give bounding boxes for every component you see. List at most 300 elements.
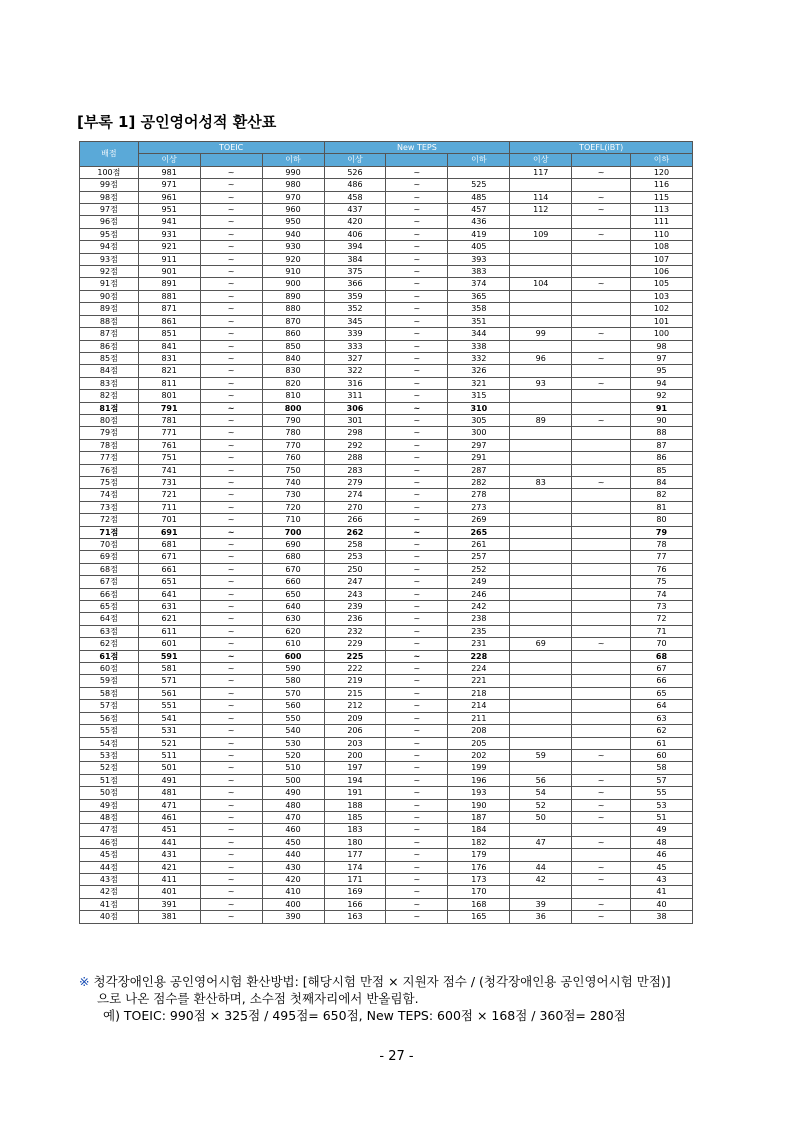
table-row bbox=[80, 886, 693, 898]
range-separator: ~ bbox=[200, 762, 262, 774]
range-separator: ~ bbox=[200, 365, 262, 377]
table-row bbox=[80, 725, 693, 737]
cell-f2: 107 bbox=[630, 253, 692, 265]
cell-f1: 89 bbox=[510, 414, 572, 426]
cell-t1: 741 bbox=[138, 464, 200, 476]
cell-n1: 232 bbox=[324, 625, 386, 637]
cell-t1: 821 bbox=[138, 365, 200, 377]
table-row bbox=[80, 563, 693, 575]
cell-f2: 38 bbox=[630, 911, 692, 923]
cell-f1 bbox=[510, 762, 572, 774]
range-separator: ~ bbox=[200, 427, 262, 439]
table-row bbox=[80, 191, 693, 203]
range-separator: ~ bbox=[386, 613, 448, 625]
cell-n1: 194 bbox=[324, 774, 386, 786]
cell-score: 71점 bbox=[80, 526, 139, 538]
cell-f1 bbox=[510, 824, 572, 836]
cell-f1 bbox=[510, 601, 572, 613]
cell-score: 91점 bbox=[80, 278, 139, 290]
cell-t1: 691 bbox=[138, 526, 200, 538]
range-separator: ~ bbox=[200, 253, 262, 265]
range-separator: ~ bbox=[572, 166, 631, 178]
cell-score: 62점 bbox=[80, 638, 139, 650]
cell-score: 82점 bbox=[80, 390, 139, 402]
cell-f1 bbox=[510, 464, 572, 476]
cell-score: 77점 bbox=[80, 452, 139, 464]
cell-n2: 205 bbox=[448, 737, 510, 749]
range-separator: ~ bbox=[386, 588, 448, 600]
cell-n2: 184 bbox=[448, 824, 510, 836]
table-row bbox=[80, 911, 693, 923]
cell-f2: 58 bbox=[630, 762, 692, 774]
table-row bbox=[80, 687, 693, 699]
table-row bbox=[80, 390, 693, 402]
cell-f2: 68 bbox=[630, 650, 692, 662]
table-row bbox=[80, 204, 693, 216]
cell-f2: 70 bbox=[630, 638, 692, 650]
table-row bbox=[80, 700, 693, 712]
range-separator: ~ bbox=[386, 253, 448, 265]
range-separator: ~ bbox=[572, 228, 631, 240]
range-separator: ~ bbox=[200, 886, 262, 898]
range-separator: ~ bbox=[200, 241, 262, 253]
range-separator: ~ bbox=[386, 390, 448, 402]
range-separator bbox=[572, 216, 631, 228]
range-separator: ~ bbox=[572, 787, 631, 799]
cell-score: 68점 bbox=[80, 563, 139, 575]
cell-f2: 57 bbox=[630, 774, 692, 786]
cell-score: 86점 bbox=[80, 340, 139, 352]
cell-score: 95점 bbox=[80, 228, 139, 240]
table-row bbox=[80, 526, 693, 538]
range-separator: ~ bbox=[386, 811, 448, 823]
range-separator: ~ bbox=[200, 402, 262, 414]
range-separator: ~ bbox=[386, 278, 448, 290]
cell-f1: 56 bbox=[510, 774, 572, 786]
cell-n2: 485 bbox=[448, 191, 510, 203]
range-separator: ~ bbox=[572, 811, 631, 823]
table-row bbox=[80, 811, 693, 823]
cell-score: 40점 bbox=[80, 911, 139, 923]
range-separator bbox=[572, 625, 631, 637]
cell-n2: 326 bbox=[448, 365, 510, 377]
table-row bbox=[80, 501, 693, 513]
cell-n2: 202 bbox=[448, 749, 510, 761]
cell-t2: 620 bbox=[262, 625, 324, 637]
range-separator: ~ bbox=[572, 861, 631, 873]
cell-f1: 52 bbox=[510, 799, 572, 811]
cell-n2: 238 bbox=[448, 613, 510, 625]
range-separator: ~ bbox=[200, 228, 262, 240]
cell-n1: 306 bbox=[324, 402, 386, 414]
cell-t2: 720 bbox=[262, 501, 324, 513]
cell-f2: 48 bbox=[630, 836, 692, 848]
range-separator: ~ bbox=[200, 501, 262, 513]
cell-n2: 358 bbox=[448, 303, 510, 315]
cell-t2: 600 bbox=[262, 650, 324, 662]
cell-f2: 64 bbox=[630, 700, 692, 712]
range-separator: ~ bbox=[386, 601, 448, 613]
cell-f1: 112 bbox=[510, 204, 572, 216]
table-row bbox=[80, 315, 693, 327]
cell-n1: 345 bbox=[324, 315, 386, 327]
cell-n2: 187 bbox=[448, 811, 510, 823]
cell-n1: 219 bbox=[324, 675, 386, 687]
table-row bbox=[80, 352, 693, 364]
range-separator: ~ bbox=[386, 576, 448, 588]
cell-f2: 66 bbox=[630, 675, 692, 687]
cell-n1: 243 bbox=[324, 588, 386, 600]
cell-n1: 250 bbox=[324, 563, 386, 575]
cell-n2: 231 bbox=[448, 638, 510, 650]
cell-f1 bbox=[510, 576, 572, 588]
cell-n1: 222 bbox=[324, 663, 386, 675]
range-separator: ~ bbox=[386, 824, 448, 836]
cell-n1: 258 bbox=[324, 539, 386, 551]
cell-t2: 470 bbox=[262, 811, 324, 823]
cell-t1: 501 bbox=[138, 762, 200, 774]
cell-t2: 570 bbox=[262, 687, 324, 699]
cell-t1: 611 bbox=[138, 625, 200, 637]
cell-t2: 950 bbox=[262, 216, 324, 228]
cell-t2: 890 bbox=[262, 290, 324, 302]
cell-t1: 951 bbox=[138, 204, 200, 216]
cell-n2: 257 bbox=[448, 551, 510, 563]
cell-t2: 540 bbox=[262, 725, 324, 737]
cell-f1: 36 bbox=[510, 911, 572, 923]
cell-n2: 282 bbox=[448, 476, 510, 488]
cell-t1: 681 bbox=[138, 539, 200, 551]
range-separator: ~ bbox=[386, 787, 448, 799]
cell-t1: 551 bbox=[138, 700, 200, 712]
cell-f2: 41 bbox=[630, 886, 692, 898]
table-row bbox=[80, 290, 693, 302]
table-row bbox=[80, 873, 693, 885]
range-separator: ~ bbox=[386, 886, 448, 898]
range-separator: ~ bbox=[386, 352, 448, 364]
cell-t2: 960 bbox=[262, 204, 324, 216]
cell-t1: 461 bbox=[138, 811, 200, 823]
cell-t2: 760 bbox=[262, 452, 324, 464]
cell-n2: 199 bbox=[448, 762, 510, 774]
range-separator: ~ bbox=[386, 539, 448, 551]
cell-t2: 400 bbox=[262, 898, 324, 910]
cell-t2: 430 bbox=[262, 861, 324, 873]
range-separator: ~ bbox=[572, 328, 631, 340]
range-separator bbox=[572, 427, 631, 439]
range-separator: ~ bbox=[200, 576, 262, 588]
table-row bbox=[80, 439, 693, 451]
cell-n1: 253 bbox=[324, 551, 386, 563]
range-separator: ~ bbox=[200, 191, 262, 203]
table-row bbox=[80, 303, 693, 315]
cell-n1: 171 bbox=[324, 873, 386, 885]
cell-f1: 117 bbox=[510, 166, 572, 178]
cell-f2: 45 bbox=[630, 861, 692, 873]
cell-n2 bbox=[448, 166, 510, 178]
cell-n2: 190 bbox=[448, 799, 510, 811]
cell-n2: 196 bbox=[448, 774, 510, 786]
cell-t2: 730 bbox=[262, 489, 324, 501]
range-separator bbox=[572, 390, 631, 402]
range-separator: ~ bbox=[200, 898, 262, 910]
cell-f2: 72 bbox=[630, 613, 692, 625]
cell-f2: 40 bbox=[630, 898, 692, 910]
cell-score: 100점 bbox=[80, 166, 139, 178]
range-separator bbox=[572, 253, 631, 265]
cell-t2: 690 bbox=[262, 539, 324, 551]
cell-f1 bbox=[510, 340, 572, 352]
cell-n1: 486 bbox=[324, 179, 386, 191]
cell-t1: 411 bbox=[138, 873, 200, 885]
table-row bbox=[80, 278, 693, 290]
cell-n2: 208 bbox=[448, 725, 510, 737]
cell-t1: 791 bbox=[138, 402, 200, 414]
cell-n1: 288 bbox=[324, 452, 386, 464]
table-row bbox=[80, 402, 693, 414]
table-row bbox=[80, 576, 693, 588]
cell-score: 85점 bbox=[80, 352, 139, 364]
range-separator: ~ bbox=[386, 228, 448, 240]
cell-n2: 291 bbox=[448, 452, 510, 464]
range-separator bbox=[572, 601, 631, 613]
cell-n2: 344 bbox=[448, 328, 510, 340]
cell-n1: 339 bbox=[324, 328, 386, 340]
cell-t1: 981 bbox=[138, 166, 200, 178]
cell-score: 52점 bbox=[80, 762, 139, 774]
cell-t1: 901 bbox=[138, 266, 200, 278]
cell-n2: 351 bbox=[448, 315, 510, 327]
range-separator: ~ bbox=[386, 762, 448, 774]
cell-n2: 179 bbox=[448, 849, 510, 861]
range-separator bbox=[572, 179, 631, 191]
range-separator: ~ bbox=[386, 377, 448, 389]
cell-t2: 700 bbox=[262, 526, 324, 538]
range-separator: ~ bbox=[200, 414, 262, 426]
cell-score: 65점 bbox=[80, 601, 139, 613]
cell-t2: 830 bbox=[262, 365, 324, 377]
range-separator: ~ bbox=[200, 749, 262, 761]
range-separator bbox=[572, 613, 631, 625]
range-separator: ~ bbox=[386, 216, 448, 228]
range-separator: ~ bbox=[572, 749, 631, 761]
range-separator: ~ bbox=[386, 526, 448, 538]
cell-n1: 206 bbox=[324, 725, 386, 737]
range-separator: ~ bbox=[200, 873, 262, 885]
range-separator: ~ bbox=[386, 898, 448, 910]
table-row bbox=[80, 216, 693, 228]
range-separator: ~ bbox=[572, 911, 631, 923]
range-separator: ~ bbox=[386, 873, 448, 885]
teps-min-header: 이상 bbox=[324, 154, 386, 166]
cell-f1 bbox=[510, 266, 572, 278]
range-separator bbox=[572, 315, 631, 327]
cell-f2: 115 bbox=[630, 191, 692, 203]
range-separator: ~ bbox=[386, 551, 448, 563]
cell-t1: 841 bbox=[138, 340, 200, 352]
cell-f1: 109 bbox=[510, 228, 572, 240]
cell-t1: 941 bbox=[138, 216, 200, 228]
range-separator: ~ bbox=[386, 663, 448, 675]
cell-n2: 261 bbox=[448, 539, 510, 551]
range-separator: ~ bbox=[386, 625, 448, 637]
range-separator: ~ bbox=[572, 873, 631, 885]
cell-n2: 168 bbox=[448, 898, 510, 910]
cell-t2: 850 bbox=[262, 340, 324, 352]
range-separator: ~ bbox=[572, 774, 631, 786]
note-example: 예) TOEIC: 990점 × 325점 / 495점= 650점, New TEPS: 600점 × 168점 / 360점= 280점 bbox=[103, 1008, 626, 1023]
range-separator: ~ bbox=[572, 377, 631, 389]
table-row bbox=[80, 799, 693, 811]
range-separator: ~ bbox=[200, 526, 262, 538]
range-separator bbox=[572, 501, 631, 513]
teps-max-header: 이하 bbox=[448, 154, 510, 166]
range-separator: ~ bbox=[386, 303, 448, 315]
cell-t2: 520 bbox=[262, 749, 324, 761]
notes bbox=[79, 973, 739, 1024]
table-row bbox=[80, 625, 693, 637]
cell-n2: 315 bbox=[448, 390, 510, 402]
cell-f1 bbox=[510, 725, 572, 737]
cell-f1 bbox=[510, 179, 572, 191]
table-row bbox=[80, 266, 693, 278]
cell-t1: 451 bbox=[138, 824, 200, 836]
cell-t1: 651 bbox=[138, 576, 200, 588]
range-separator: ~ bbox=[200, 551, 262, 563]
cell-t2: 450 bbox=[262, 836, 324, 848]
range-separator: ~ bbox=[200, 489, 262, 501]
cell-f1 bbox=[510, 675, 572, 687]
cell-n1: 212 bbox=[324, 700, 386, 712]
cell-t1: 471 bbox=[138, 799, 200, 811]
cell-n1: 174 bbox=[324, 861, 386, 873]
range-separator bbox=[572, 365, 631, 377]
cell-t1: 401 bbox=[138, 886, 200, 898]
cell-t2: 740 bbox=[262, 476, 324, 488]
cell-t2: 500 bbox=[262, 774, 324, 786]
cell-n2: 393 bbox=[448, 253, 510, 265]
teps-sep-header bbox=[386, 154, 448, 166]
range-separator bbox=[572, 700, 631, 712]
score-conversion-table bbox=[79, 141, 693, 924]
range-separator: ~ bbox=[386, 315, 448, 327]
cell-t2: 660 bbox=[262, 576, 324, 588]
cell-score: 81점 bbox=[80, 402, 139, 414]
range-separator: ~ bbox=[386, 365, 448, 377]
cell-t1: 631 bbox=[138, 601, 200, 613]
cell-n1: 225 bbox=[324, 650, 386, 662]
cell-f1 bbox=[510, 303, 572, 315]
cell-t2: 750 bbox=[262, 464, 324, 476]
cell-t2: 610 bbox=[262, 638, 324, 650]
range-separator: ~ bbox=[200, 476, 262, 488]
cell-n2: 321 bbox=[448, 377, 510, 389]
range-separator: ~ bbox=[386, 650, 448, 662]
cell-score: 98점 bbox=[80, 191, 139, 203]
cell-n2: 405 bbox=[448, 241, 510, 253]
range-separator: ~ bbox=[572, 476, 631, 488]
range-separator bbox=[572, 675, 631, 687]
cell-f2: 61 bbox=[630, 737, 692, 749]
range-separator bbox=[572, 576, 631, 588]
range-separator: ~ bbox=[200, 687, 262, 699]
cell-n1: 215 bbox=[324, 687, 386, 699]
cell-n1: 301 bbox=[324, 414, 386, 426]
cell-score: 53점 bbox=[80, 749, 139, 761]
cell-f1 bbox=[510, 551, 572, 563]
cell-f2: 106 bbox=[630, 266, 692, 278]
cell-n1: 188 bbox=[324, 799, 386, 811]
cell-f1 bbox=[510, 588, 572, 600]
range-separator: ~ bbox=[386, 476, 448, 488]
cell-t1: 601 bbox=[138, 638, 200, 650]
range-separator: ~ bbox=[200, 216, 262, 228]
cell-t2: 710 bbox=[262, 514, 324, 526]
reference-mark: ※ bbox=[79, 974, 90, 989]
range-separator: ~ bbox=[572, 898, 631, 910]
cell-f1 bbox=[510, 563, 572, 575]
cell-n1: 292 bbox=[324, 439, 386, 451]
cell-n1: 239 bbox=[324, 601, 386, 613]
cell-f2: 76 bbox=[630, 563, 692, 575]
cell-f1 bbox=[510, 625, 572, 637]
cell-score: 97점 bbox=[80, 204, 139, 216]
cell-score: 56점 bbox=[80, 712, 139, 724]
cell-f1 bbox=[510, 849, 572, 861]
page-number: - 27 - bbox=[379, 1049, 414, 1064]
toeic-min-header: 이상 bbox=[138, 154, 200, 166]
range-separator bbox=[572, 725, 631, 737]
teps-header: New TEPS bbox=[324, 142, 510, 154]
cell-f1 bbox=[510, 216, 572, 228]
range-separator: ~ bbox=[200, 737, 262, 749]
cell-score: 50점 bbox=[80, 787, 139, 799]
cell-f1: 104 bbox=[510, 278, 572, 290]
cell-n2: 211 bbox=[448, 712, 510, 724]
cell-t2: 550 bbox=[262, 712, 324, 724]
cell-score: 80점 bbox=[80, 414, 139, 426]
cell-f2: 79 bbox=[630, 526, 692, 538]
cell-score: 69점 bbox=[80, 551, 139, 563]
cell-n1: 203 bbox=[324, 737, 386, 749]
range-separator: ~ bbox=[386, 749, 448, 761]
cell-n2: 214 bbox=[448, 700, 510, 712]
range-separator: ~ bbox=[200, 824, 262, 836]
cell-t1: 701 bbox=[138, 514, 200, 526]
cell-f1 bbox=[510, 489, 572, 501]
cell-t2: 840 bbox=[262, 352, 324, 364]
cell-f2: 102 bbox=[630, 303, 692, 315]
table-row bbox=[80, 166, 693, 178]
cell-t2: 410 bbox=[262, 886, 324, 898]
cell-score: 96점 bbox=[80, 216, 139, 228]
range-separator: ~ bbox=[200, 613, 262, 625]
range-separator bbox=[572, 663, 631, 675]
cell-t1: 491 bbox=[138, 774, 200, 786]
cell-t1: 381 bbox=[138, 911, 200, 923]
cell-n2: 287 bbox=[448, 464, 510, 476]
score-header: 배점 bbox=[80, 142, 139, 167]
range-separator: ~ bbox=[386, 638, 448, 650]
range-separator: ~ bbox=[200, 725, 262, 737]
cell-n2: 300 bbox=[448, 427, 510, 439]
cell-f1 bbox=[510, 452, 572, 464]
table-row bbox=[80, 774, 693, 786]
range-separator: ~ bbox=[200, 663, 262, 675]
range-separator bbox=[572, 551, 631, 563]
cell-n2: 221 bbox=[448, 675, 510, 687]
range-separator: ~ bbox=[386, 452, 448, 464]
